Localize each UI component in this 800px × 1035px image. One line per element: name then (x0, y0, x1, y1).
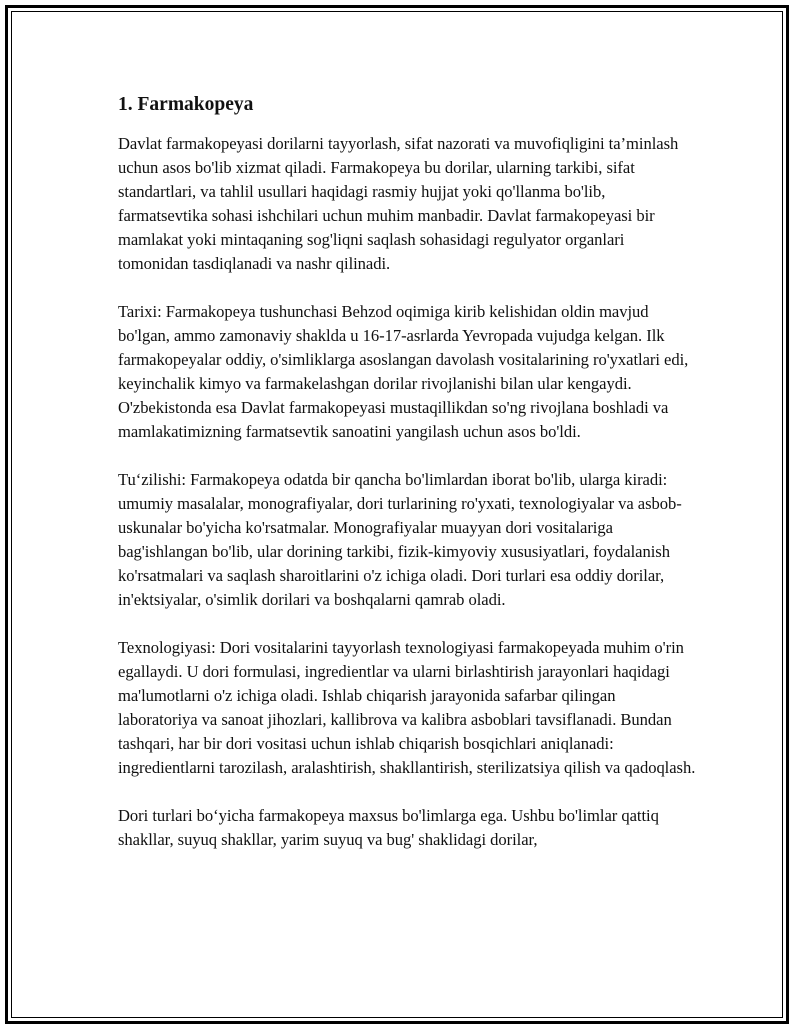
section-heading: 1. Farmakopeya (118, 94, 254, 115)
document-body (118, 92, 698, 876)
paragraph-intro: Davlat farmakopeyasi dorilarni tayyorlash, sifat nazorati va muvofiqligini ta’minlash uchun asos bo'lib xizmat qiladi. Farmakopeya bu dorilar, ularning tarkibi, sifat standartlari, va tahlil usullari haqidagi rasmiy hujjat yoki qo'llanma bo'lib, farmatsevtika sohasi ishchilari uchun muhim manbadir. Davlat farmakopeyasi bir mamlakat yoki mintaqaning sog'liqni saqlash sohasidagi regulyator organlari tomonidan tasdiqlanadi va nashr qilinadi. (118, 134, 679, 273)
paragraph-history: Tarixi: Farmakopeya tushunchasi Behzod oqimiga kirib kelishidan oldin mavjud bo'lgan, ammo zamonaviy shaklda u 16-17-asrlarda Yevropada vujudga kelgan. Ilk farmakopeyalar oddiy, o'simliklarga asoslangan davolash vositalarining ro'yxatlari edi, keyinchalik kimyo va farmakelashgan dorilar rivojlanishi bilan ular kengaydi. O'zbekistonda esa Davlat farmakopeyasi mustaqillikdan so'ng rivojlana boshladi va mamlakatimizning farmatsevtik sanoatini yangilash uchun asos bo'ldi. (118, 302, 689, 441)
paragraph-dosage-forms: Dori turlari bo‘yicha farmakopeya maxsus bo'limlarga ega. Ushbu bo'limlar qattiq shakllar, suyuq shakllar, yarim suyuq va bug' shaklidagi dorilar, (118, 806, 659, 849)
paragraph-technology: Texnologiyasi: Dori vositalarini tayyorlash texnologiyasi farmakopeyada muhim o'rin egallaydi. U dori formulasi, ingredientlar va ularni birlashtirish jarayonlari haqidagi ma'lumotlarni o'z ichiga oladi. Ishlab chiqarish jarayonida safarbar qilingan laboratoriya va sanoat jihozlari, kallibrova va kalibra asboblari tavsiflanadi. Bundan tashqari, har bir dori vositasi uchun ishlab chiqarish bosqichlari aniqlanadi: ingredientlarni tarozilash, aralashtirish, shakllantirish, sterilizatsiya qilish va qadoqlash. (118, 638, 696, 777)
paragraph-structure: Tu‘zilishi: Farmakopeya odatda bir qancha bo'limlardan iborat bo'lib, ularga kiradi: umumiy masalalar, monografiyalar, dori turlarining ro'yxati, texnologiyalar va asbob-uskunalar bo'yicha ko'rsatmalar. Monografiyalar muayyan dori vositalariga bag'ishlangan bo'lib, ular dorining tarkibi, fizik-kimyoviy xususiyatlari, foydalanish ko'rsatmalari va saqlash sharoitlarini o'z ichiga oladi. Dori turlari esa oddiy dorilar, in'ektsiyalar, o'simlik dorilari va boshqalarni qamrab oladi. (118, 470, 682, 609)
